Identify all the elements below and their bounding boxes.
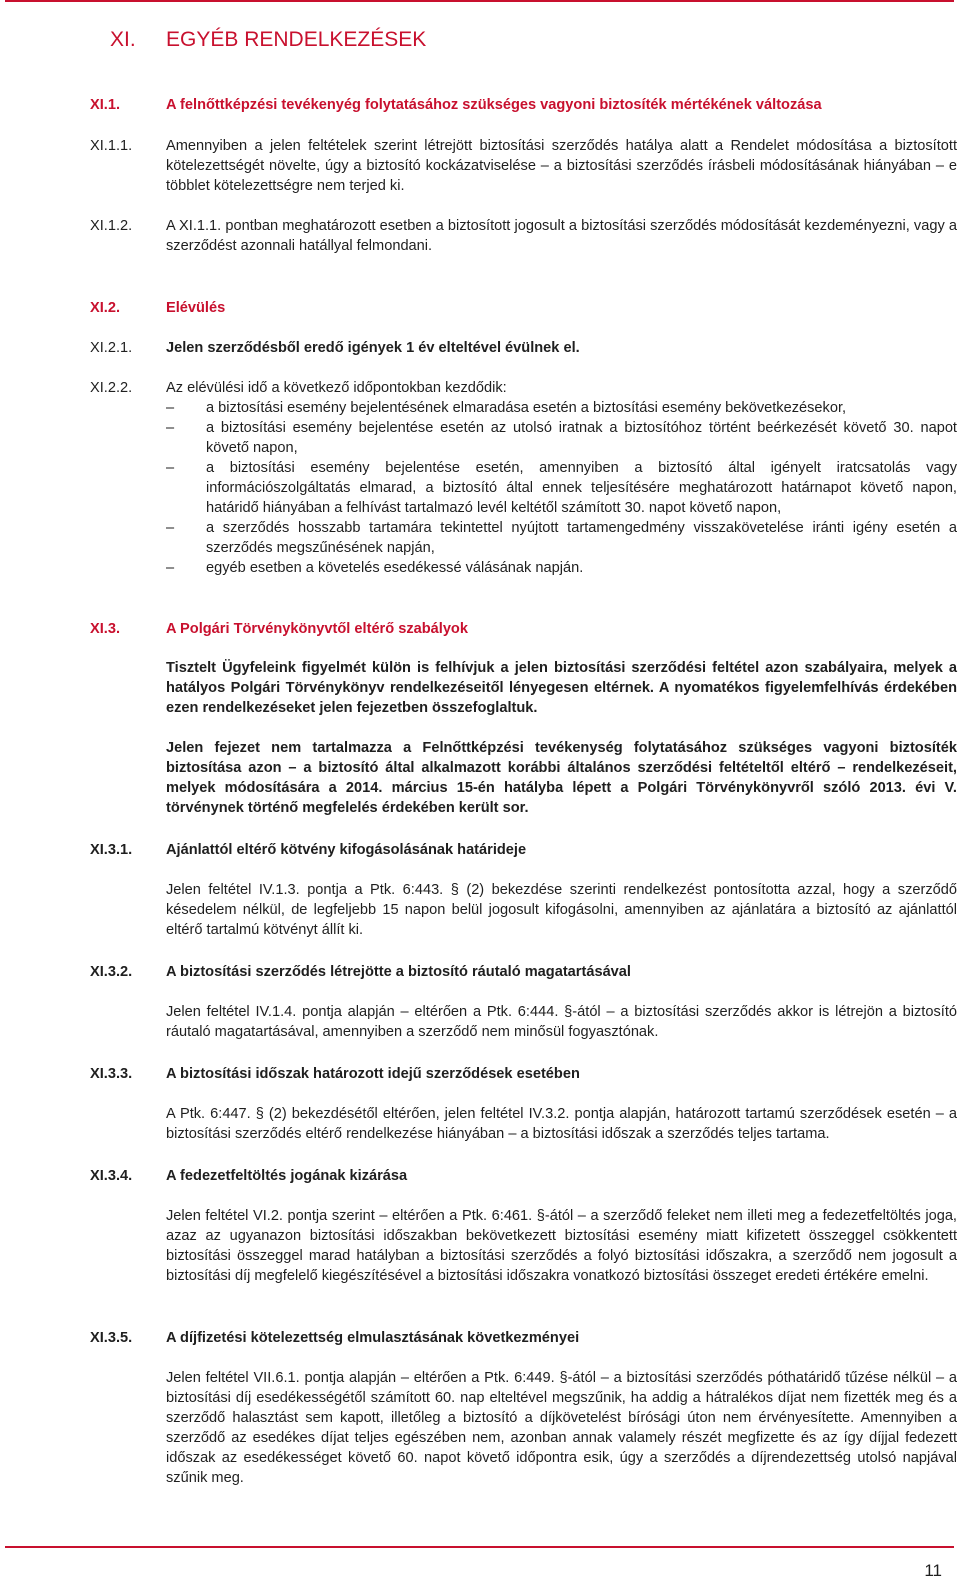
paragraph-text: Jelen feltétel VI.2. pontja szerint – eltérően a Ptk. 6:461. §-ától – a szerződő feleket nem illeti meg a fedezetfeltöltés joga, azaz az ugyanazon biztosítási időszakban bekövetkezett biztosítási esemény miatt kifizetett összeggel csökkentett biztosítási összeggel marad hatályban a biztosítási szerződés a folyó biztosítási időszakra, a szerződő nem jogosult a biztosítási díj megfelelő kiegészítésével a biztosítási időszakra vonatkozó biztosítási összeget eredeti értékére emelni. bbox=[166, 1208, 957, 1284]
section-number: XI.2. bbox=[90, 300, 121, 316]
section-number: XI.1. bbox=[90, 97, 121, 113]
paragraph-text: A XI.1.1. pontban meghatározott esetben a biztosított jogosult a biztosítási szerződés módosítását kezdeményezni, vagy a szerződést azonnali hatállyal felmondani. bbox=[166, 218, 957, 254]
paragraph-intro: Az elévülési idő a következő időpontokban kezdődik: bbox=[166, 380, 507, 396]
subsection-number: XI.3.3. bbox=[90, 1066, 133, 1082]
page-number: 11 bbox=[924, 1561, 942, 1580]
subsection-title: A fedezetfeltöltés jogának kizárása bbox=[166, 1168, 408, 1184]
subsection-title: A biztosítási időszak határozott idejű szerződések esetében bbox=[166, 1066, 580, 1082]
list-item: – a szerződés hosszabb tartamára tekintettel nyújtott tartamengedmény visszakövetelése iránti igény esetén a szerződés megszűnésének napján, bbox=[166, 518, 957, 558]
bottom-rule bbox=[5, 1546, 954, 1548]
section-title: Elévülés bbox=[166, 300, 226, 316]
dash-list bbox=[166, 398, 957, 578]
section-title: A Polgári Törvénykönyvtől eltérő szabályok bbox=[166, 621, 468, 637]
chapter-number: XI. bbox=[110, 28, 136, 51]
subsection-title: A díjfizetési kötelezettség elmulasztásának következményei bbox=[166, 1330, 580, 1346]
paragraph-text: A Ptk. 6:447. § (2) bekezdésétől eltérően, jelen feltétel IV.3.2. pontja alapján, határozott tartamú szerződések esetén – a biztosítási szerződés eltérő rendelkezése hiányában – a biztosítási időszak a szerződés teljes tartama. bbox=[166, 1106, 957, 1142]
paragraph-text: Jelen feltétel IV.1.3. pontja a Ptk. 6:443. § (2) bekezdése szerinti rendelkezést pontosította azzal, hogy a szerződő késedelem nélkül, de legfeljebb 15 napon belül jogosult kifogásolni, amennyiben az ajánlatára a biztosító az ajánlattól eltérő tartalmú kötvényt állít ki. bbox=[166, 882, 957, 938]
paragraph-text: Jelen feltétel VII.6.1. pontja alapján – eltérően a Ptk. 6:449. §-ától – a biztosítási szerződés póthatáridő tűzése nélkül – a biztosítási díj esedékességétől számított 60. nap elteltével megszűnik, ha addig a hátralékos díjat nem fizették meg és a szerződő halasztást sem kapott, illetőleg a biztosító a díjkövetelést bírósági úton nem érvényesítette. Amennyiben a szerződő az esedékes díjat teljes egészében nem, azonban annak valamely részét megfizette és az így díjjal fedezett időszak az esedékességet követő 60. napot követő időpontra esik, úgy a szerződés a díjrendezettség utolsó napjával szűnik meg. bbox=[166, 1370, 957, 1486]
section-number: XI.3. bbox=[90, 621, 121, 637]
top-rule bbox=[5, 0, 954, 2]
section-title: A felnőttképzési tevékenyég folytatásához szükséges vagyoni biztosíték mértékének változása bbox=[166, 97, 822, 113]
paragraph-text: Jelen szerződésből eredő igények 1 év elteltével évülnek el. bbox=[166, 340, 580, 356]
subsection-number: XI.3.1. bbox=[90, 842, 133, 858]
paragraph-text: Amennyiben a jelen feltételek szerint létrejött biztosítási szerződés hatálya alatt a Rendelet módosítása a biztosított kötelezettségét növelte, úgy a biztosító kockázatviselése – a biztosítási szerződés írásbeli módosításának hiányában – e többlet kötelezettségre nem terjed ki. bbox=[166, 138, 957, 194]
list-item: – a biztosítási esemény bejelentése esetén az utolsó iratnak a biztosítóhoz történt beérkezését követő 30. napot követő napon, bbox=[166, 418, 957, 458]
chapter-title: EGYÉB RENDELKEZÉSEK bbox=[166, 28, 427, 51]
list-item: – egyéb esetben a követelés esedékessé válásának napján. bbox=[166, 558, 957, 578]
paragraph-number: XI.1.2. bbox=[90, 218, 133, 234]
subsection-number: XI.3.5. bbox=[90, 1330, 133, 1346]
paragraph-number: XI.2.1. bbox=[90, 340, 133, 356]
notice-paragraph: Jelen fejezet nem tartalmazza a Felnőttképzési tevékenység folytatásához szükséges vagyoni biztosíték biztosítása azon – a biztosító által alkalmazott korábbi általános szerződési feltételtől eltérő – rendelkezéseit, melyek módosítására a 2014. március 15-én hatályba lépett a Polgári Törvénykönyvről szóló 2013. évi V. törvénynek történő megfelelés érdekében került sor. bbox=[166, 740, 957, 816]
paragraph-number: XI.1.1. bbox=[90, 138, 133, 154]
paragraph-block bbox=[166, 378, 957, 578]
subsection-title: Ajánlattól eltérő kötvény kifogásolásának határideje bbox=[166, 842, 527, 858]
notice-paragraph: Tisztelt Ügyfeleink figyelmét külön is felhívjuk a jelen biztosítási szerződési feltétel azon szabályaira, melyek a hatályos Polgári Törvénykönyv rendelkezéseitől lényegesen eltérnek. A nyomatékos figyelemfelhívás érdekében ezen rendelkezéseket jelen fejezetben összefoglaltuk. bbox=[166, 660, 957, 716]
list-item: – a biztosítási esemény bejelentése esetén, amennyiben a biztosító által igényelt iratcsatolás vagy információszolgáltatás elmarad, a biztosító által ennek teljesítésére meghatározott határnapot követő napon, határidő hiányában a felhívást tartalmazó levél keltétől számított 30. napot követő napon, bbox=[166, 458, 957, 518]
subsection-number: XI.3.2. bbox=[90, 964, 133, 980]
paragraph-number: XI.2.2. bbox=[90, 380, 133, 396]
list-item: – a biztosítási esemény bejelentésének elmaradása esetén a biztosítási esemény bekövetkezésekor, bbox=[166, 398, 957, 418]
subsection-number: XI.3.4. bbox=[90, 1168, 133, 1184]
subsection-title: A biztosítási szerződés létrejötte a biztosító ráutaló magatartásával bbox=[166, 964, 631, 980]
paragraph-text: Jelen feltétel IV.1.4. pontja alapján – eltérően a Ptk. 6:444. §-ától – a biztosítási szerződés akkor is létrejön a biztosító ráutaló magatartásával, amennyiben a szerződő nem minősül fogyasztónak. bbox=[166, 1004, 957, 1040]
